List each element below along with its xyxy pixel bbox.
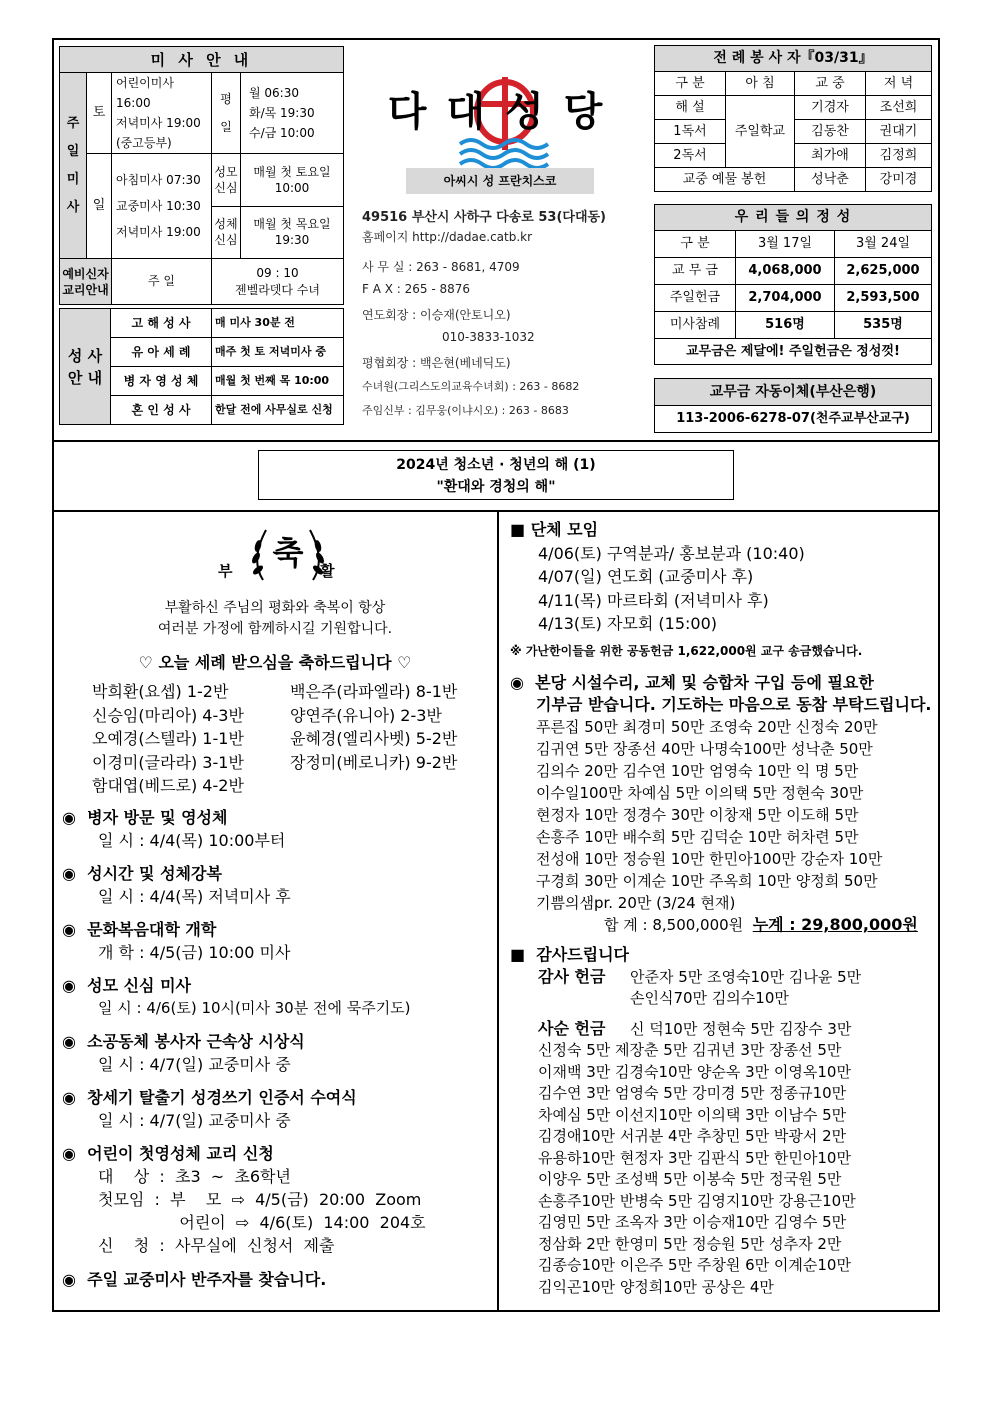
sacraments-table [59,308,344,425]
finance-header: 3월 24일 [835,231,932,258]
offering-noon: 성낙춘 [795,168,866,192]
notice: ◉ 문화복음대학 개학 개 학 : 4/5(금) 10:00 미사 [62,920,291,962]
sacrament-name: 유 아 세 례 [111,338,212,367]
bullet-icon: ◉ [62,808,76,827]
memorial-label: 사순 헌금 [538,1018,606,1038]
theme-divider [52,510,940,512]
offering-evening: 강미경 [866,168,932,192]
donor-row: 현정자 10만 정경수 30만 이창재 5만 이도해 5만 [536,806,859,824]
sacrament-name: 병 자 영 성 체 [111,367,212,396]
sunday-label: 주 일 미 사 [60,73,87,259]
servers-header: 저 녁 [866,72,932,96]
autopay-account: 113-2006-6278-07(천주교부산교구) [655,406,932,433]
parish-address: 49516 부산시 사하구 다송로 53(다대동) [362,210,607,225]
notice: ◉ 병자 방문 및 영성체 일 시 : 4/4(목) 10:00부터 [62,808,286,850]
mass-schedule-table [59,46,344,305]
gratitude-label: 감사 헌금 [538,966,606,986]
parish-fax: F A X : 265 - 8876 [362,282,471,296]
mass-schedule-title: 미 사 안 내 [60,47,344,73]
catechumen-day: 주 일 [112,259,212,305]
groups-title: 단체 모임 [530,520,599,539]
memorial-row: 차예심 5만 이선지10만 이의택 3만 이남수 5만 [538,1105,847,1124]
bullet-icon: ◉ [62,1270,76,1289]
sacrament-value: 매주 첫 토 저녁미사 중 [212,338,344,367]
theme-line2: "환대와 경청의 해" [436,479,556,495]
groups-section [510,518,935,663]
server-noon: 김동찬 [795,120,866,144]
parish-patron: 아씨시 성 프란치스코 [406,168,594,194]
donor-row: 구경희 30만 이계순 10만 주옥희 10만 양정희 50만 [536,872,878,890]
bullet-icon: ◉ [62,1088,76,1107]
sunday-masses: 아침미사 07:30 교중미사 10:30 저녁미사 19:00 [112,154,212,259]
memorial-row: 김익곤10만 양정희10만 공상은 4만 [538,1277,774,1296]
finance-value: 4,068,000 [736,258,835,285]
finance-note: 교무금은 제달에! 주일헌금은 정성껏! [655,339,932,365]
devotion1-value: 매월 첫 토요일 10:00 [241,154,344,206]
server-role: 2독서 [655,144,726,168]
pastor: 주임신부 : 김무웅(이냐시오) : 263 - 8683 [362,404,569,417]
baptism-title: ♡ 오늘 세례 받으심을 축하드립니다 ♡ [138,653,412,672]
weekday-label: 평 일 [212,73,241,154]
repair-cumulative: 누계 : 29,800,000원 [752,915,918,934]
donor-row: 전성애 10만 정승원 10만 한민아100만 강순자 10만 [536,850,883,868]
donor-row: 손흥주 10만 배수희 5만 김덕순 10만 허차련 5만 [536,828,859,846]
memorial-row: 신정숙 5만 제장춘 5만 김귀년 3만 장종선 5만 [538,1041,842,1059]
finance-value: 516명 [736,312,835,339]
easter-center: 축 [272,534,304,572]
baptism-row: 오예경(스텔라) 1-1반 윤혜경(엘리사벳) 5-2반 [92,729,458,748]
easter-right: 활 [320,562,335,580]
notice: ◉ 성시간 및 성체강복 일 시 : 4/4(목) 저녁미사 후 [62,864,291,906]
group-item: 4/06(토) 구역분과/ 홍보분과 (10:40) [538,543,805,563]
theme-line1: 2024년 청소년 · 청년의 해 (1) [396,457,596,473]
thanks-section [510,944,935,1298]
easter-greeting [60,598,490,640]
catechumen-time: 09 : 10 젠벨라뎃다 수녀 [212,259,344,305]
repair-total: 합 계 : 8,500,000원 [604,916,744,934]
notice: ◉ 어린이 첫영성체 교리 신청 대 상 : 초3 ~ 초6학년 첫모임 : 부 모 ⇨ 4/5(금) 20:00 Zoom 어린이 ⇨ 4/6(토) 14:00 204호 신 청 : 사무실에 신청서 제출 [62,1144,426,1255]
easter-left: 부 [218,562,233,580]
square-bullet-icon: ■ [510,945,526,964]
notice: ◉ 주일 교중미사 반주자를 찾습니다. [62,1270,327,1289]
sacrament-name: 고 해 성 사 [111,309,212,338]
memorial-line: 신 덕10만 정현숙 5만 김장수 3만 [630,1019,852,1038]
memorial-row: 김영민 5만 조옥자 3만 이승재10만 김영수 5만 [538,1213,847,1231]
bullet-icon: ◉ [510,673,524,692]
baptism-row: 이경미(글라라) 3-1반 장정미(베로니카) 9-2반 [92,752,458,772]
bullet-icon: ◉ [62,976,76,995]
baptism-row: 함대엽(베드로) 4-2반 [92,776,244,795]
baptism-row: 박희환(요셉) 1-2반 백은주(라파엘라) 8-1반 [92,682,458,701]
server-role: 1독서 [655,120,726,144]
server-noon: 기경자 [795,96,866,120]
morning-server: 주일학교 [726,96,795,168]
memorial-row: 이양우 5만 조성백 5만 이봉숙 5만 정국원 5만 [538,1170,842,1188]
repair-section [510,672,935,936]
server-noon: 최가애 [795,144,866,168]
finance-value: 2,704,000 [736,285,835,312]
servers-header: 교 중 [795,72,866,96]
parish-contact [362,206,647,426]
memorial-row: 김종승10만 이은주 5만 주창원 6만 이계순10만 [538,1256,851,1274]
lay-president: 평협회장 : 백은현(베네딕도) [362,356,511,370]
devotion2-value: 매월 첫 목요일 19:30 [253,217,331,248]
bullet-icon: ◉ [62,1144,76,1163]
memorial-row: 김경애10만 서귀분 4만 추창민 5만 박광서 2만 [538,1127,847,1145]
bullet-icon: ◉ [62,864,76,883]
theme-box [258,450,734,500]
memorial-row: 손흥주10만 반병숙 5만 김영지10만 강용근10만 [538,1191,856,1210]
bullet-icon: ◉ [62,1032,76,1051]
sacrament-value: 한달 전에 사무실로 신청 [212,396,344,425]
convent: 수녀원(그리스도의교육수녀회) : 263 - 8682 [362,380,580,393]
finance-label: 미사참례 [655,312,736,339]
header-divider [52,440,940,442]
saturday-masses: 어린이미사 16:00 저녁미사 19:00 (중고등부) [112,73,212,154]
server-evening: 권대기 [866,120,932,144]
council-president: 연도회장 : 이승재(안토니오) [362,308,511,322]
notices [62,806,494,1291]
thanks-title: 감사드립니다 [536,945,630,964]
parish-office: 사 무 실 : 263 - 8681, 4709 [362,260,520,274]
finance-title: 우 리 들 의 정 성 [655,205,932,231]
saturday-label: 토 [87,73,112,154]
finance-label: 교 무 금 [655,258,736,285]
easter-greeting-line1: 부활하신 주님의 평화와 축복이 항상 [164,600,386,616]
group-item: 4/11(목) 마르타회 (저녁미사 후) [538,590,769,610]
autopay-title: 교무금 자동이체(부산은행) [655,379,932,406]
donor-row: 김의수 20만 김수연 10만 엄영숙 10만 익 명 5만 [536,762,859,780]
finance-value: 535명 [835,312,932,339]
memorial-row: 유용하10만 현정자 3만 김판식 5만 한민아10만 [538,1148,851,1167]
bullet-icon: ◉ [62,920,76,939]
easter-greeting-line2: 여러분 가정에 함께하시길 기원합니다. [157,621,393,637]
finance-header: 3월 17일 [736,231,835,258]
donor-row: 김귀연 5만 장종선 40만 나명숙100만 성낙춘 50만 [536,740,873,758]
gratitude-line: 안준자 5만 조영숙10만 김나윤 5만 [630,967,862,986]
devotion2-label: 성체 신심 [212,206,241,258]
finance-table [654,204,932,365]
parish-homepage: 홈페이지 http://dadae.catb.kr [362,230,533,244]
server-role: 해 설 [655,96,726,120]
column-divider [497,510,499,1312]
notice: ◉ 성모 신심 미사 일 시 : 4/6(토) 10시(미사 30분 전에 묵주기도) [62,976,411,1017]
sacrament-name: 혼 인 성 사 [111,396,212,425]
servers-header: 구 분 [655,72,726,96]
servers-header: 아 침 [726,72,795,96]
sacrament-value: 매월 첫 번째 목 10:00 [212,367,344,396]
repair-title-line2: 기부금 받습니다. 기도하는 마음으로 동참 부탁드립니다. [536,695,932,714]
offering-role: 교중 예물 봉헌 [655,168,795,192]
sacraments-label: 성 사 안 내 [60,309,111,425]
sunday-sub-label: 일 [87,154,112,259]
gratitude-line: 손인식70만 김의수10만 [630,989,789,1007]
donor-row: 기쁨의샘pr. 20만 (3/24 현재) [536,894,736,912]
devotion1-label: 성모 신심 [212,154,241,206]
weekday-masses: 월 06:30 화/목 19:30 수/금 10:00 [241,73,344,154]
square-bullet-icon: ■ [510,520,526,539]
finance-header: 구 분 [655,231,736,258]
repair-title-line1: 본당 시설수리, 교체 및 승합차 구입 등에 필요한 [535,673,874,692]
server-evening: 조선희 [866,96,932,120]
baptism-list [92,680,492,798]
servers-table [654,45,932,192]
sacrament-value: 매 미사 30분 전 [212,309,344,338]
council-phone: 010-3833-1032 [442,330,535,344]
donor-row: 푸른집 50만 최경미 50만 조영숙 20만 신정숙 20만 [536,718,878,736]
baptism-row: 신승임(마리아) 4-3반 양연주(유니아) 2-3반 [92,705,442,725]
donor-row: 이수일100만 차예심 5만 이의택 5만 정현숙 30만 [536,784,864,802]
memorial-row: 정삼화 2만 한영미 5만 정승원 5만 성추자 2만 [538,1234,842,1253]
memorial-row: 이재백 3만 김경숙10만 양순옥 3만 이영옥10만 [538,1062,851,1081]
parish-name: 다대성당 [387,89,623,135]
memorial-row: 김수연 3만 엄영숙 5만 강미경 5만 정종규10만 [538,1084,847,1102]
groups-note: ※ 가난한이들을 위한 공동헌금 1,622,000원 교구 송금했습니다. [510,643,863,658]
autopay-table [654,378,932,433]
servers-title: 전 례 봉 사 자『03/31』 [655,46,932,72]
finance-value: 2,593,500 [835,285,932,312]
server-evening: 김정희 [866,144,932,168]
finance-value: 2,625,000 [835,258,932,285]
group-item: 4/13(토) 자모회 (15:00) [538,614,718,633]
finance-label: 주일헌금 [655,285,736,312]
notice: ◉ 창세기 탈출기 성경쓰기 인증서 수여식 일 시 : 4/7(일) 교중미사 중 [62,1088,357,1130]
notice: ◉ 소공동체 봉사자 근속상 시상식 일 시 : 4/7(일) 교중미사 중 [62,1032,305,1074]
group-item: 4/07(일) 연도회 (교중미사 후) [538,567,754,586]
catechumen-label: 예비신자 교리안내 [60,259,112,305]
